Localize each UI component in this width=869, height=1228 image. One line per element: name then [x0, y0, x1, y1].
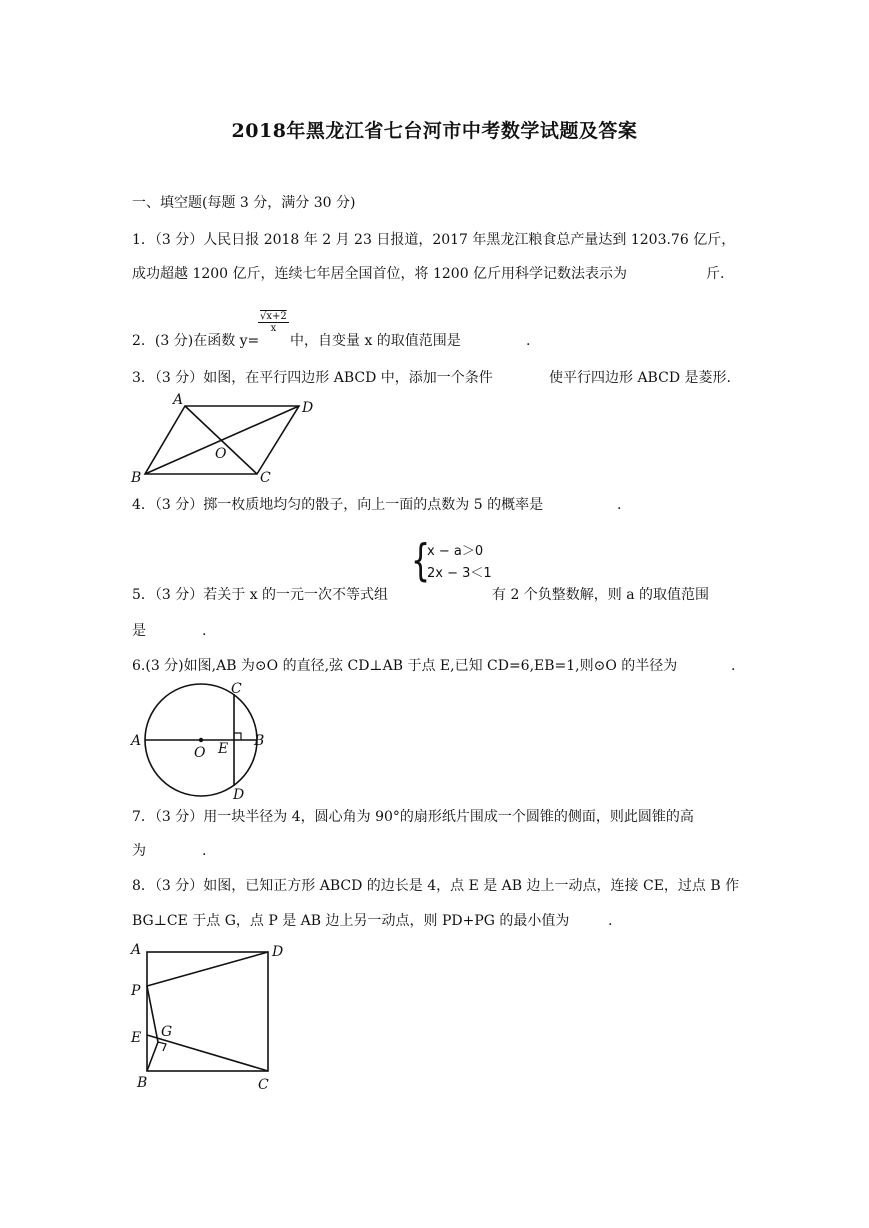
q5-tail: 有 2 个负整数解，则 a 的取值范围 [492, 587, 710, 603]
inequality-2: 2x − 3＜1 [427, 566, 492, 581]
circle-figure [128, 678, 278, 800]
segment-pd [147, 952, 268, 986]
segment-pg [147, 986, 158, 1042]
label-p: P [131, 983, 141, 999]
q1-tail: 斤. [706, 266, 725, 282]
label-b: B [131, 470, 142, 486]
label-a: A [131, 942, 142, 958]
segment-bg [147, 1042, 158, 1071]
q2-fraction [258, 311, 289, 334]
label-g: G [161, 1024, 173, 1040]
label-o: O [194, 745, 206, 761]
label-o: O [215, 446, 227, 462]
label-d: D [302, 400, 314, 416]
q1-line1: 1．（3 分）人民日报 2018 年 2 月 23 日报道，2017 年黑龙江粮食总产量达到 1203.76 亿斤， [132, 232, 736, 248]
page-title: 2018年黑龙江省七台河市中考数学试题及答案 [231, 120, 638, 142]
q8-line2: BG⊥CE 于点 G，点 P 是 AB 边上另一动点，则 PD+PG 的最小值为 [132, 913, 570, 929]
label-a: A [173, 392, 184, 408]
center-point [199, 738, 203, 742]
diagonal-bd [145, 406, 299, 474]
q5-line2: 是 [132, 623, 146, 639]
label-e: E [218, 741, 229, 757]
q5-line1: 5．（3 分）若关于 x 的一元一次不等式组 [132, 587, 389, 603]
q2-numerator: √x+2 [260, 311, 287, 322]
segment-ce [147, 1035, 268, 1071]
q6-line: 6.(3 分)如图,AB 为⊙O 的直径,弦 CD⊥AB 于点 E,已知 CD=6,EB=1,则⊙O 的半径为 [132, 658, 678, 674]
q3-tail: 使平行四边形 ABCD 是菱形. [549, 370, 731, 386]
q7-end: . [202, 843, 207, 859]
right-angle-mark [234, 733, 241, 740]
q8-line1: 8．（3 分）如图，已知正方形 ABCD 的边长是 4，点 E 是 AB 边上一动点，连接 CE，过点 B 作 [132, 878, 740, 894]
label-c: C [260, 470, 271, 486]
system-brace: { [411, 535, 431, 587]
q2-denominator: x [270, 323, 277, 334]
q2-head: 2．(3 分)在函数 y= [132, 333, 260, 349]
label-b: B [254, 733, 265, 749]
q2-end: . [526, 333, 531, 349]
inequality-1: x − a＞0 [427, 544, 484, 559]
q5-end: . [202, 623, 207, 639]
q8-end: . [608, 913, 613, 929]
q7-line1: 7．（3 分）用一块半径为 4，圆心角为 90°的扇形纸片围成一个圆锥的侧面，则此圆锥的高 [132, 809, 694, 825]
q6-end: . [731, 658, 736, 674]
label-d: D [272, 944, 284, 960]
label-b: B [137, 1075, 148, 1091]
square-figure [128, 938, 288, 1096]
right-angle-mark [158, 1042, 166, 1051]
q3-line: 3．（3 分）如图，在平行四边形 ABCD 中，添加一个条件 [132, 370, 493, 386]
label-a: A [131, 733, 142, 749]
section-heading: 一、填空题(每题 3 分，满分 30 分) [132, 195, 356, 211]
q1-line2: 成功超越 1200 亿斤，连续七年居全国首位，将 1200 亿斤用科学记数法表示为 [132, 266, 628, 282]
inequality-system [427, 541, 492, 585]
q4-end: . [617, 497, 622, 513]
label-d: D [233, 787, 245, 800]
label-c: C [258, 1077, 269, 1093]
parallelogram-figure [128, 390, 328, 486]
label-c: C [231, 681, 242, 697]
q2-tail: 中，自变量 x 的取值范围是 [290, 333, 461, 349]
q4-line: 4．（3 分）掷一枚质地均匀的骰子，向上一面的点数为 5 的概率是 [132, 497, 544, 513]
label-e: E [131, 1030, 142, 1046]
q7-line2: 为 [132, 843, 146, 859]
